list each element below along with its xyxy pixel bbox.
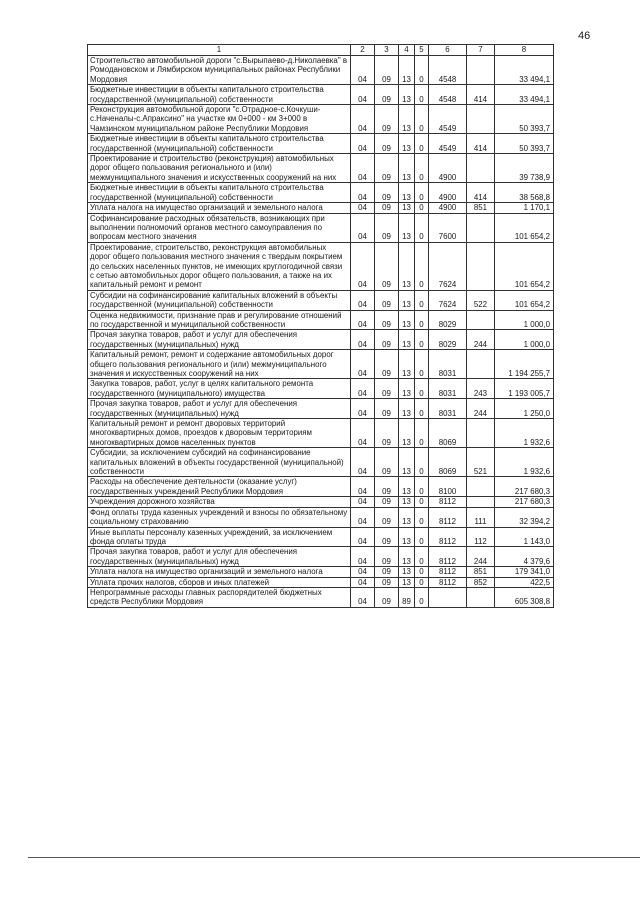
row-code-cell: 09 [375, 547, 399, 567]
row-code-cell: 0 [415, 399, 429, 419]
row-amount-cell: 101 654,2 [495, 290, 554, 310]
row-name-cell: Непрограммные расходы главных распорядителей бюджетных средств Республики Мордовия [88, 587, 351, 607]
row-code-cell: 851 [467, 567, 495, 577]
row-code-cell: 09 [375, 567, 399, 577]
row-code-cell: 4549 [429, 134, 467, 154]
row-code-cell: 414 [467, 85, 495, 105]
table-row [88, 134, 554, 154]
row-code-cell: 04 [351, 105, 375, 134]
row-amount-cell: 1 000,0 [495, 310, 554, 330]
row-code-cell: 8112 [429, 567, 467, 577]
row-name-cell: Уплата налога на имущество организаций и земельного налога [88, 567, 351, 577]
header-cell: 6 [429, 45, 467, 56]
page-number: 46 [578, 30, 591, 42]
row-code-cell: 09 [375, 497, 399, 507]
row-code-cell: 09 [375, 350, 399, 379]
row-code-cell: 0 [415, 477, 429, 497]
row-code-cell: 13 [399, 527, 415, 547]
row-code-cell: 8112 [429, 507, 467, 527]
row-code-cell [467, 350, 495, 379]
row-code-cell: 522 [467, 290, 495, 310]
row-code-cell: 13 [399, 213, 415, 242]
table-row [88, 203, 554, 213]
row-code-cell: 0 [415, 507, 429, 527]
table-row [88, 330, 554, 350]
row-code-cell: 0 [415, 105, 429, 134]
row-code-cell: 13 [399, 183, 415, 203]
row-amount-cell: 50 393,7 [495, 105, 554, 134]
table-row [88, 85, 554, 105]
table-row [88, 310, 554, 330]
row-code-cell: 13 [399, 85, 415, 105]
row-code-cell: 09 [375, 290, 399, 310]
row-code-cell: 04 [351, 587, 375, 607]
row-amount-cell: 422,5 [495, 577, 554, 587]
row-code-cell: 4548 [429, 85, 467, 105]
row-code-cell: 04 [351, 134, 375, 154]
row-code-cell: 0 [415, 310, 429, 330]
row-code-cell: 13 [399, 448, 415, 477]
row-code-cell: 04 [351, 477, 375, 497]
row-code-cell: 04 [351, 330, 375, 350]
row-code-cell: 13 [399, 203, 415, 213]
row-code-cell: 09 [375, 477, 399, 497]
header-cell: 2 [351, 45, 375, 56]
row-name-cell: Проектирование и строительство (реконструкция) автомобильных дорог общего пользования регионального и (или) межмуниципального значения и искусственных сооружений на них [88, 154, 351, 183]
row-name-cell: Уплата прочих налогов, сборов и иных платежей [88, 577, 351, 587]
row-name-cell: Капитальный ремонт и ремонт дворовых территорий многоквартирных домов, проездов к дворовым территориям многоквартирных домов населенных пунктов [88, 419, 351, 448]
bottom-rule [28, 857, 640, 858]
table-row [88, 527, 554, 547]
row-amount-cell: 38 568,8 [495, 183, 554, 203]
row-code-cell: 851 [467, 203, 495, 213]
row-code-cell: 8031 [429, 399, 467, 419]
table-row [88, 56, 554, 85]
row-code-cell: 09 [375, 419, 399, 448]
row-code-cell: 09 [375, 310, 399, 330]
row-amount-cell: 1 194 255,7 [495, 350, 554, 379]
row-name-cell: Субсидии, за исключением субсидий на софинансирование капитальных вложений в объекты государственной (муниципальной) собственности [88, 448, 351, 477]
row-name-cell: Уплата налога на имущество организаций и земельного налога [88, 203, 351, 213]
row-code-cell: 4549 [429, 105, 467, 134]
table-row [88, 399, 554, 419]
row-name-cell: Прочая закупка товаров, работ и услуг для обеспечения государственных (муниципальных) нужд [88, 547, 351, 567]
row-name-cell: Софинансирование расходных обязательств, возникающих при выполнении полномочий органов местного самоуправления по вопросам местного значения [88, 213, 351, 242]
row-code-cell: 7600 [429, 213, 467, 242]
row-name-cell: Оценка недвижимости, признание прав и регулирование отношений по государственной и муниципальной собственности [88, 310, 351, 330]
row-amount-cell: 33 494,1 [495, 56, 554, 85]
row-name-cell: Капитальный ремонт, ремонт и содержание автомобильных дорог общего пользования регионального и (или) межмуниципального значения и искусственных сооружений на них [88, 350, 351, 379]
row-code-cell: 09 [375, 56, 399, 85]
row-amount-cell: 32 394,2 [495, 507, 554, 527]
row-name-cell: Реконструкция автомобильной дороги "с.Отрадное-с.Кочкуши-с.Наченалы-с.Апраксино" на участке км 0+000 - км 3+000 в Чамзинском муниципальном районе Республики Мордовия [88, 105, 351, 134]
row-code-cell: 852 [467, 577, 495, 587]
row-code-cell: 09 [375, 213, 399, 242]
row-code-cell: 09 [375, 203, 399, 213]
row-code-cell: 4900 [429, 183, 467, 203]
row-code-cell: 0 [415, 567, 429, 577]
row-amount-cell: 39 738,9 [495, 154, 554, 183]
row-name-cell: Проектирование, строительство, реконструкция автомобильных дорог общего пользования местного значения с твердым покрытием до сельских населенных пунктов, не имеющих круглогодичной связи с сетью автомобильных дорог общего пользования, а также на их капитальный ремонт и ремонт [88, 242, 351, 290]
header-cell: 3 [375, 45, 399, 56]
row-code-cell: 04 [351, 567, 375, 577]
row-code-cell: 0 [415, 448, 429, 477]
header-cell: 4 [399, 45, 415, 56]
row-amount-cell: 1 250,0 [495, 399, 554, 419]
row-code-cell: 04 [351, 213, 375, 242]
table-row [88, 587, 554, 607]
row-code-cell: 0 [415, 154, 429, 183]
row-code-cell: 04 [351, 183, 375, 203]
row-code-cell: 4548 [429, 56, 467, 85]
table-row [88, 379, 554, 399]
row-amount-cell: 50 393,7 [495, 134, 554, 154]
row-code-cell: 04 [351, 379, 375, 399]
header-cell: 5 [415, 45, 429, 56]
row-code-cell: 04 [351, 399, 375, 419]
row-code-cell: 0 [415, 242, 429, 290]
row-name-cell: Бюджетные инвестиции в объекты капитального строительства государственной (муниципальной) собственности [88, 85, 351, 105]
row-code-cell: 0 [415, 213, 429, 242]
row-code-cell: 04 [351, 85, 375, 105]
row-code-cell: 09 [375, 134, 399, 154]
row-code-cell: 09 [375, 154, 399, 183]
table-row [88, 419, 554, 448]
table-row [88, 477, 554, 497]
row-code-cell: 13 [399, 290, 415, 310]
row-code-cell: 04 [351, 350, 375, 379]
row-code-cell: 8031 [429, 350, 467, 379]
row-code-cell: 13 [399, 330, 415, 350]
row-code-cell: 09 [375, 527, 399, 547]
row-code-cell: 09 [375, 448, 399, 477]
row-code-cell: 13 [399, 567, 415, 577]
row-code-cell: 04 [351, 290, 375, 310]
row-code-cell: 09 [375, 183, 399, 203]
row-code-cell: 13 [399, 399, 415, 419]
row-name-cell: Бюджетные инвестиции в объекты капитального строительства государственной (муниципальной) собственности [88, 134, 351, 154]
row-code-cell [467, 105, 495, 134]
row-code-cell: 13 [399, 310, 415, 330]
row-code-cell: 09 [375, 242, 399, 290]
row-amount-cell: 33 494,1 [495, 85, 554, 105]
row-code-cell: 04 [351, 507, 375, 527]
row-code-cell [467, 497, 495, 507]
row-code-cell: 414 [467, 183, 495, 203]
row-code-cell: 09 [375, 105, 399, 134]
row-code-cell: 13 [399, 497, 415, 507]
row-code-cell: 0 [415, 577, 429, 587]
row-code-cell: 0 [415, 350, 429, 379]
row-code-cell: 13 [399, 577, 415, 587]
row-name-cell: Расходы на обеспечение деятельности (оказание услуг) государственных учреждений Республики Мордовия [88, 477, 351, 497]
row-name-cell: Прочая закупка товаров, работ и услуг для обеспечения государственных (муниципальных) нужд [88, 330, 351, 350]
row-amount-cell: 1 932,6 [495, 448, 554, 477]
row-code-cell: 0 [415, 419, 429, 448]
row-code-cell: 04 [351, 448, 375, 477]
row-code-cell: 13 [399, 547, 415, 567]
row-code-cell: 244 [467, 547, 495, 567]
row-code-cell: 04 [351, 56, 375, 85]
row-code-cell: 09 [375, 577, 399, 587]
row-code-cell: 8112 [429, 497, 467, 507]
row-code-cell: 13 [399, 350, 415, 379]
row-code-cell: 0 [415, 587, 429, 607]
row-code-cell: 111 [467, 507, 495, 527]
row-amount-cell: 4 379,6 [495, 547, 554, 567]
row-code-cell: 09 [375, 587, 399, 607]
table-row [88, 567, 554, 577]
row-code-cell [467, 154, 495, 183]
row-amount-cell: 1 170,1 [495, 203, 554, 213]
table-row [88, 547, 554, 567]
row-code-cell [467, 587, 495, 607]
row-code-cell: 521 [467, 448, 495, 477]
row-code-cell: 04 [351, 203, 375, 213]
table-row [88, 507, 554, 527]
row-code-cell: 0 [415, 527, 429, 547]
row-code-cell [467, 213, 495, 242]
header-cell: 1 [88, 45, 351, 56]
row-code-cell: 8069 [429, 419, 467, 448]
row-code-cell: 09 [375, 85, 399, 105]
row-code-cell: 8031 [429, 379, 467, 399]
row-amount-cell: 1 932,6 [495, 419, 554, 448]
row-name-cell: Бюджетные инвестиции в объекты капитального строительства государственной (муниципальной) собственности [88, 183, 351, 203]
row-code-cell: 09 [375, 507, 399, 527]
row-code-cell: 09 [375, 399, 399, 419]
row-code-cell: 8029 [429, 310, 467, 330]
row-code-cell: 7624 [429, 290, 467, 310]
header-cell: 8 [495, 45, 554, 56]
row-code-cell: 4900 [429, 154, 467, 183]
row-code-cell: 0 [415, 379, 429, 399]
row-code-cell: 04 [351, 154, 375, 183]
row-code-cell: 243 [467, 379, 495, 399]
row-amount-cell: 179 341,0 [495, 567, 554, 577]
row-name-cell: Строительство автомобильной дороги "с.Вырыпаево-д.Николаевка" в Ромодановском и Лямбирском муниципальных районах Республики Мордовия [88, 56, 351, 85]
row-code-cell: 13 [399, 477, 415, 497]
row-code-cell: 04 [351, 419, 375, 448]
row-code-cell: 13 [399, 105, 415, 134]
row-code-cell: 8112 [429, 547, 467, 567]
row-code-cell [467, 56, 495, 85]
row-code-cell: 0 [415, 134, 429, 154]
row-amount-cell: 217 680,3 [495, 497, 554, 507]
table-row [88, 577, 554, 587]
table-row [88, 183, 554, 203]
row-code-cell: 13 [399, 419, 415, 448]
row-amount-cell: 1 143,0 [495, 527, 554, 547]
row-code-cell: 13 [399, 154, 415, 183]
row-code-cell: 89 [399, 587, 415, 607]
table-row [88, 290, 554, 310]
row-name-cell: Прочая закупка товаров, работ и услуг для обеспечения государственных (муниципальных) нужд [88, 399, 351, 419]
row-code-cell: 0 [415, 547, 429, 567]
row-amount-cell: 217 680,3 [495, 477, 554, 497]
row-amount-cell: 605 308,8 [495, 587, 554, 607]
row-amount-cell: 1 193 005,7 [495, 379, 554, 399]
table-row [88, 213, 554, 242]
row-code-cell: 112 [467, 527, 495, 547]
row-code-cell: 04 [351, 527, 375, 547]
row-code-cell: 13 [399, 56, 415, 85]
row-code-cell: 4900 [429, 203, 467, 213]
row-code-cell: 0 [415, 330, 429, 350]
row-name-cell: Субсидии на софинансирование капитальных вложений в объекты государственной (муниципальной) собственности [88, 290, 351, 310]
row-code-cell: 0 [415, 56, 429, 85]
row-amount-cell: 1 000,0 [495, 330, 554, 350]
row-name-cell: Иные выплаты персоналу казенных учреждений, за исключением фонда оплаты труда [88, 527, 351, 547]
row-code-cell: 8112 [429, 577, 467, 587]
table-row [88, 497, 554, 507]
row-code-cell: 0 [415, 497, 429, 507]
row-code-cell: 8069 [429, 448, 467, 477]
table-header-row [88, 45, 554, 56]
row-code-cell: 04 [351, 497, 375, 507]
row-code-cell: 04 [351, 310, 375, 330]
table-body [88, 56, 554, 608]
row-code-cell: 09 [375, 330, 399, 350]
row-code-cell: 13 [399, 242, 415, 290]
row-code-cell: 0 [415, 290, 429, 310]
row-code-cell [429, 587, 467, 607]
table-row [88, 105, 554, 134]
row-code-cell: 0 [415, 85, 429, 105]
row-code-cell: 8029 [429, 330, 467, 350]
budget-table [87, 44, 554, 608]
row-code-cell: 04 [351, 547, 375, 567]
row-code-cell [467, 310, 495, 330]
table-row [88, 448, 554, 477]
row-code-cell: 13 [399, 379, 415, 399]
row-code-cell: 8112 [429, 527, 467, 547]
row-code-cell: 414 [467, 134, 495, 154]
row-code-cell: 244 [467, 399, 495, 419]
row-amount-cell: 101 654,2 [495, 242, 554, 290]
table-row [88, 154, 554, 183]
row-code-cell: 13 [399, 507, 415, 527]
row-code-cell: 09 [375, 379, 399, 399]
row-name-cell: Закупка товаров, работ, услуг в целях капитального ремонта государственного (муниципального) имущества [88, 379, 351, 399]
row-code-cell [467, 242, 495, 290]
row-amount-cell: 101 654,2 [495, 213, 554, 242]
row-code-cell: 04 [351, 577, 375, 587]
header-cell: 7 [467, 45, 495, 56]
row-code-cell: 04 [351, 242, 375, 290]
table-row [88, 350, 554, 379]
row-code-cell: 8100 [429, 477, 467, 497]
row-code-cell: 13 [399, 134, 415, 154]
row-code-cell: 0 [415, 183, 429, 203]
row-name-cell: Учреждения дорожного хозяйства [88, 497, 351, 507]
table-row [88, 242, 554, 290]
row-name-cell: Фонд оплаты труда казенных учреждений и взносы по обязательному социальному страхованию [88, 507, 351, 527]
row-code-cell [467, 477, 495, 497]
row-code-cell: 0 [415, 203, 429, 213]
row-code-cell [467, 419, 495, 448]
row-code-cell: 7624 [429, 242, 467, 290]
row-code-cell: 244 [467, 330, 495, 350]
